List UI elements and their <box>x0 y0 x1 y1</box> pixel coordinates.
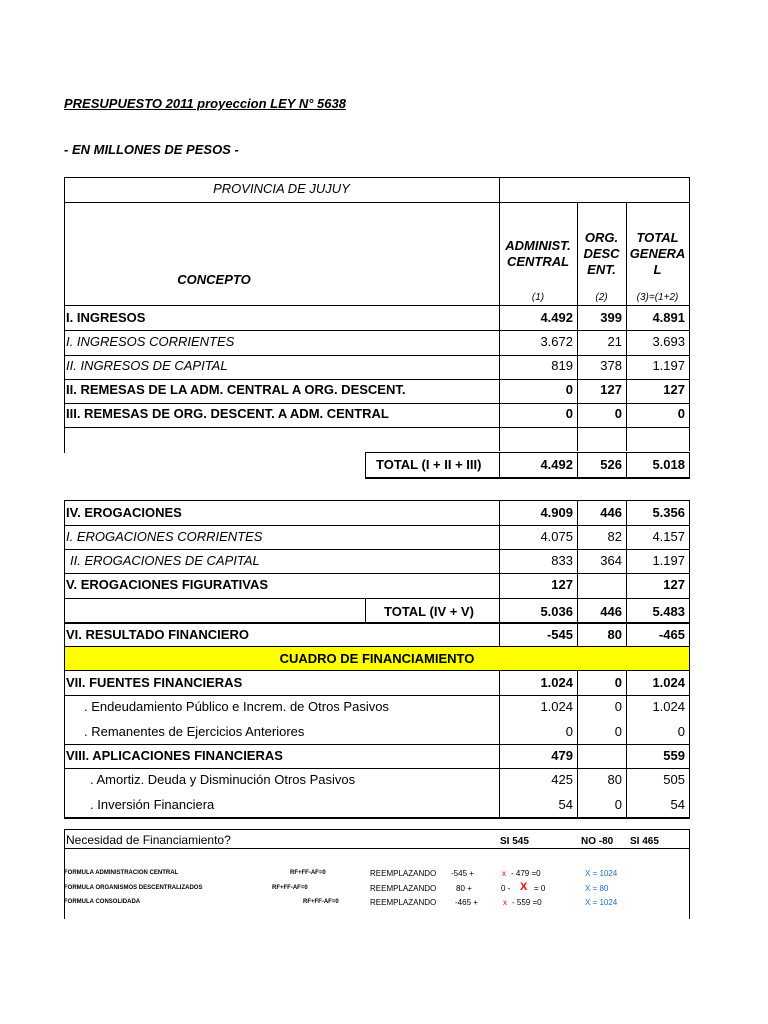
row-value-v2: 399 <box>600 310 622 325</box>
formula-consolidated-name: FORMULA CONSOLIDADA <box>64 899 141 905</box>
row-value-v3: -465 <box>658 627 685 642</box>
row-value-v1: 127 <box>551 577 573 592</box>
formula-org-b: = 0 <box>534 884 546 893</box>
formula-org-eq: RF+FF-AF=0 <box>272 885 308 891</box>
row-value-v2: 80 <box>607 772 622 787</box>
col-total-label-2: GENERA <box>629 246 686 261</box>
row-label: I. EROGACIONES CORRIENTES <box>66 529 263 544</box>
row-label: II. INGRESOS DE CAPITAL <box>66 358 228 373</box>
formula-org-pre: 0 - <box>501 884 511 893</box>
row-value-v1: 4.492 <box>540 457 573 472</box>
formula-admin-a: -545 + <box>451 869 474 878</box>
row-label: I. INGRESOS <box>66 310 146 325</box>
row-value-v1: 833 <box>551 553 573 568</box>
row-label: VI. RESULTADO FINANCIERO <box>66 627 249 642</box>
row-value-v3: 0 <box>677 406 685 421</box>
row-value-v3: 559 <box>663 748 685 763</box>
answer-org: NO -80 <box>581 836 614 847</box>
row-value-v2: 526 <box>600 457 622 472</box>
row-value-v3: 1.197 <box>652 553 685 568</box>
row-value-v2: 0 <box>614 699 622 714</box>
row-value-v3: 1.197 <box>652 358 685 373</box>
row-value-v1: 4.492 <box>540 310 573 325</box>
row-label: TOTAL (IV + V) <box>384 604 474 619</box>
formula-org-result: X = 80 <box>585 884 609 893</box>
col-num-2: (2) <box>595 292 608 303</box>
col-num-3: (3)=(1+2) <box>636 292 679 303</box>
row-value-v2: 80 <box>607 627 622 642</box>
row-label: I. INGRESOS CORRIENTES <box>66 334 235 349</box>
row-value-v3: 1.024 <box>652 699 685 714</box>
formula-org-name: FORMULA ORGANISMOS DESCENTRALIZADOS <box>64 885 203 891</box>
row-value-v3: 1.024 <box>652 675 685 690</box>
row-label: II. REMESAS DE LA ADM. CENTRAL A ORG. DESCENT. <box>66 382 406 397</box>
formula-consolidated-a: -465 + <box>455 898 478 907</box>
row-label: TOTAL (I + II + III) <box>376 457 482 472</box>
row-value-v1: 425 <box>551 772 573 787</box>
concepto-header: CONCEPTO <box>177 272 251 287</box>
row-value-v2: 446 <box>600 505 622 520</box>
formula-admin-eq: RF+FF-AF=0 <box>290 870 326 876</box>
row-value-v3: 4.157 <box>652 529 685 544</box>
row-value-v2: 0 <box>614 406 622 421</box>
formula-admin-x: x <box>502 869 506 878</box>
formula-consolidated-result: X = 1024 <box>585 898 618 907</box>
row-label: . Remanentes de Ejercicios Anteriores <box>84 724 305 739</box>
row-value-v3: 0 <box>677 724 685 739</box>
row-value-v3: 127 <box>663 382 685 397</box>
row-value-v3: 5.356 <box>652 505 685 520</box>
formula-consolidated-x: x <box>503 898 507 907</box>
row-value-v3: 3.693 <box>652 334 685 349</box>
row-label: CUADRO DE FINANCIAMIENTO <box>279 651 475 666</box>
row-label: . Endeudamiento Público e Increm. de Otros Pasivos <box>84 699 389 714</box>
row-value-v1: 819 <box>551 358 573 373</box>
row-value-v3: 5.018 <box>652 457 685 472</box>
col-org-desc-label-2: DESC <box>583 246 620 261</box>
row-label: . Inversión Financiera <box>90 797 215 812</box>
row-value-v1: 4.075 <box>540 529 573 544</box>
document-subtitle: - EN MILLONES DE PESOS - <box>64 142 239 157</box>
row-value-v3: 505 <box>663 772 685 787</box>
row-value-v2: 0 <box>614 724 622 739</box>
formula-consolidated-b: - 559 =0 <box>512 898 542 907</box>
formula-consolidated-eq: RF+FF-AF=0 <box>303 899 339 905</box>
row-label: II. EROGACIONES DE CAPITAL <box>70 553 260 568</box>
formula-consolidated-rep: REEMPLAZANDO <box>370 898 437 907</box>
col-admin-central-label: ADMINIST. <box>505 238 571 253</box>
answer-total: SI 465 <box>630 836 659 847</box>
province-header: PROVINCIA DE JUJUY <box>213 181 350 196</box>
row-value-v3: 4.891 <box>652 310 685 325</box>
row-value-v3: 54 <box>670 797 685 812</box>
row-value-v2: 127 <box>600 382 622 397</box>
row-value-v1: 54 <box>558 797 573 812</box>
row-value-v1: 0 <box>565 406 573 421</box>
row-value-v1: 4.909 <box>540 505 573 520</box>
row-value-v1: 479 <box>551 748 573 763</box>
answer-admin: SI 545 <box>500 836 529 847</box>
formula-org-x: X <box>520 881 528 893</box>
col-total-label: TOTAL <box>636 230 679 245</box>
row-label: V. EROGACIONES FIGURATIVAS <box>66 577 269 592</box>
row-value-v2: 21 <box>607 334 622 349</box>
formula-org-rep: REEMPLAZANDO <box>370 884 437 893</box>
row-value-v2: 0 <box>614 797 622 812</box>
formula-admin-rep: REEMPLAZANDO <box>370 869 437 878</box>
formula-admin-result: X = 1024 <box>585 869 618 878</box>
row-value-v1: -545 <box>546 627 573 642</box>
row-value-v1: 1.024 <box>540 675 573 690</box>
row-label: VII. FUENTES FINANCIERAS <box>66 675 243 690</box>
row-value-v1: 0 <box>565 382 573 397</box>
row-label: IV. EROGACIONES <box>66 505 182 520</box>
row-value-v1: 1.024 <box>540 699 573 714</box>
col-org-desc-label-3: ENT. <box>587 262 616 277</box>
row-value-v1: 0 <box>565 724 573 739</box>
row-value-v1: 3.672 <box>540 334 573 349</box>
row-value-v2: 446 <box>600 604 622 619</box>
row-label: VIII. APLICACIONES FINANCIERAS <box>66 748 283 763</box>
formula-org-a: 80 + <box>456 884 472 893</box>
row-value-v3: 127 <box>663 577 685 592</box>
row-value-v2: 0 <box>614 675 622 690</box>
row-value-v2: 82 <box>607 529 622 544</box>
row-label: . Amortiz. Deuda y Disminución Otros Pasivos <box>90 772 356 787</box>
col-total-label-3: L <box>653 262 662 277</box>
row-value-v2: 364 <box>600 553 622 568</box>
row-value-v2: 378 <box>600 358 622 373</box>
col-admin-central-label-2: CENTRAL <box>506 254 570 269</box>
financing-question: Necesidad de Financiamiento? <box>66 833 231 847</box>
document-title: PRESUPUESTO 2011 proyeccion LEY N° 5638 <box>64 96 346 111</box>
row-value-v3: 5.483 <box>652 604 685 619</box>
col-num-1: (1) <box>531 292 545 303</box>
row-label: III. REMESAS DE ORG. DESCENT. A ADM. CENTRAL <box>66 406 389 421</box>
col-org-desc-label: ORG. <box>584 230 619 245</box>
row-value-v1: 5.036 <box>540 604 573 619</box>
formula-admin-b: - 479 =0 <box>511 869 541 878</box>
formula-admin-name: FORMULA ADMINISTRACION CENTRAL <box>64 870 179 876</box>
